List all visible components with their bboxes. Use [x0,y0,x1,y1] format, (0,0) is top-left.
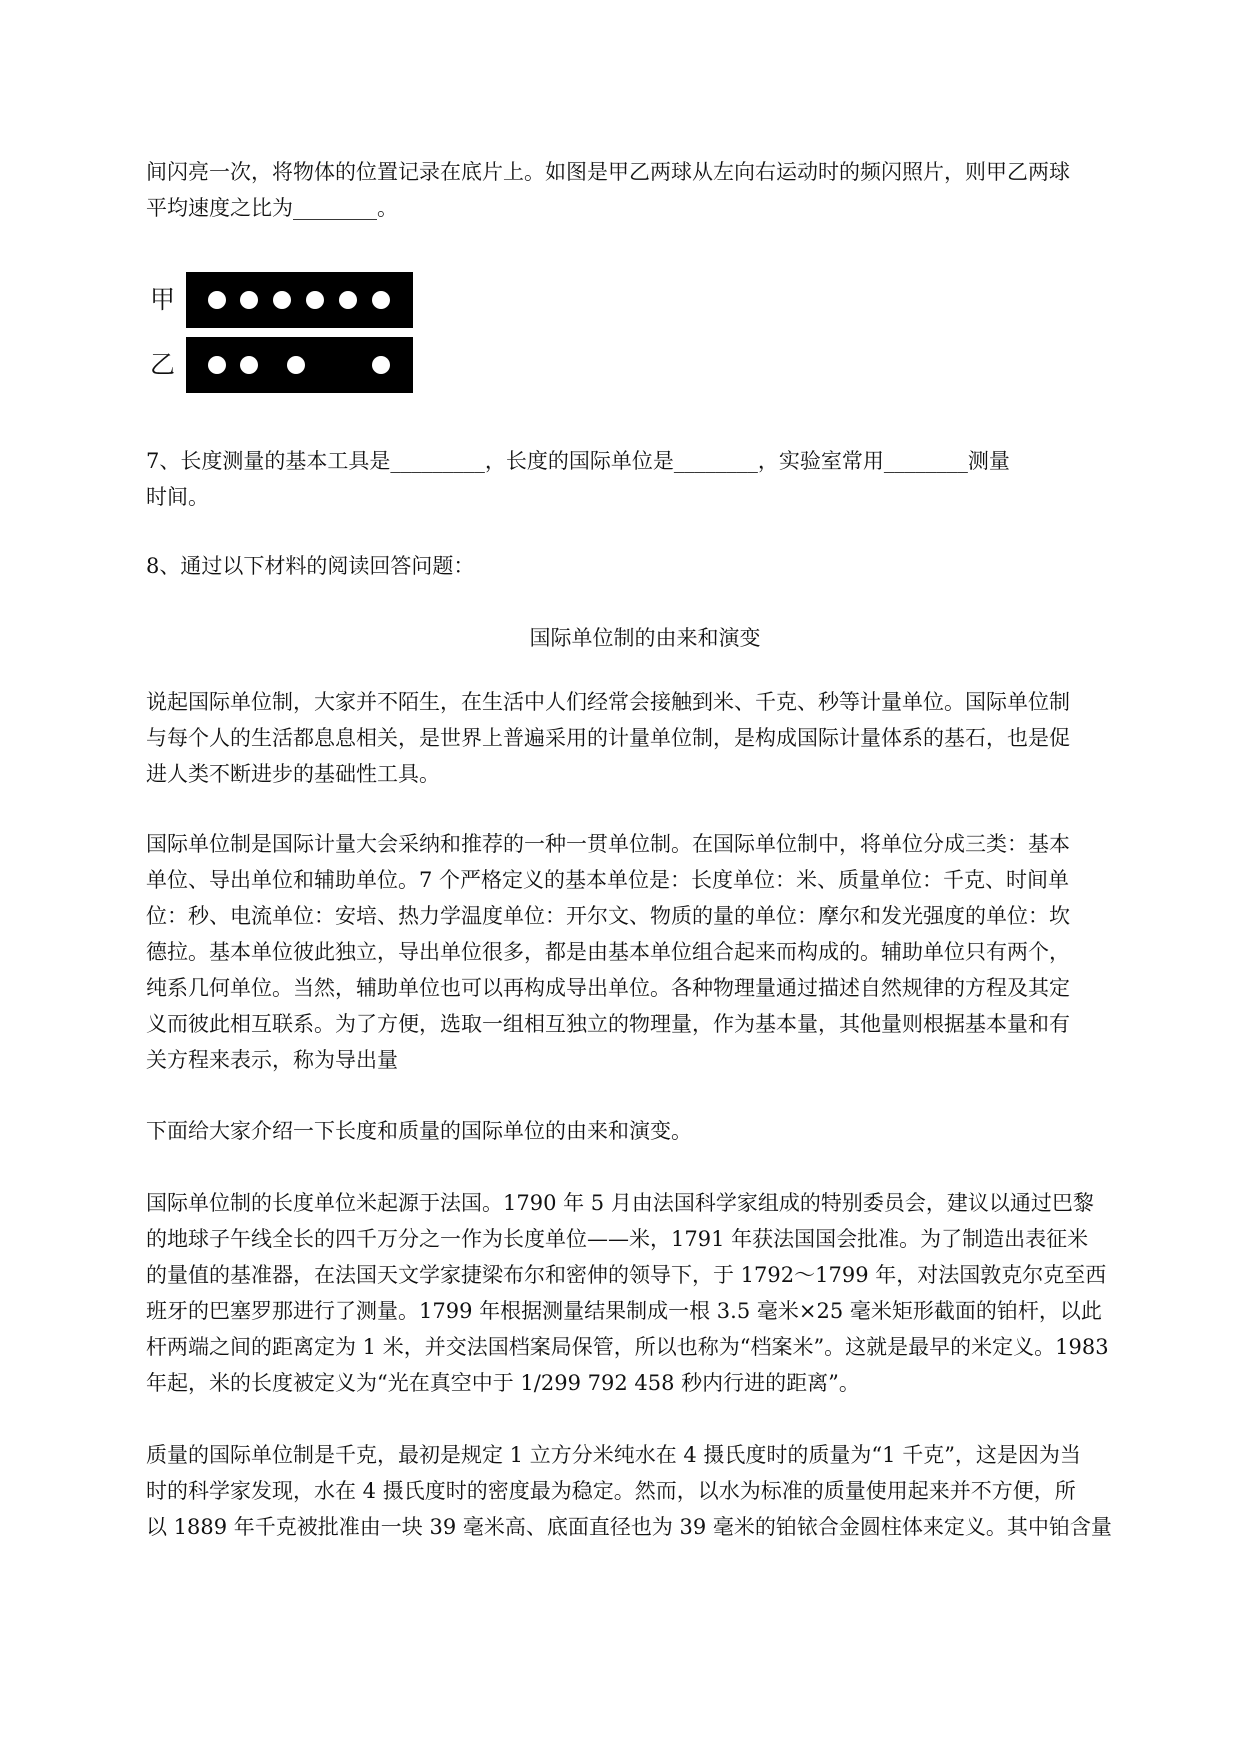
text-line: 班牙的巴塞罗那进行了测量。1799 年根据测量结果制成一根 3.5 毫米×25 毫米矩形截面的铂杆，以此 [146,1299,1102,1323]
ball-position [208,356,226,374]
question-6-text [146,154,1144,226]
ball-position [208,291,226,309]
article-paragraph-4 [146,1185,1144,1401]
ball-position [240,291,258,309]
ball-position [240,356,258,374]
text-line: 质量的国际单位制是千克，最初是规定 1 立方分米纯水在 4 摄氏度时的质量为“1 千克”，这是因为当 [146,1443,1081,1467]
text-line: 下面给大家介绍一下长度和质量的国际单位的由来和演变。 [146,1119,692,1143]
text-line: 年起，米的长度被定义为“光在真空中于 1/299 792 458 秒内行进的距离”。 [146,1371,860,1395]
text-line: 7、长度测量的基本工具是_________，长度的国际单位是________，实验室常用________测量 [146,449,1010,473]
text-line: 说起国际单位制，大家并不陌生，在生活中人们经常会接触到米、千克、秒等计量单位。国际单位制 [146,690,1070,714]
article-title: 国际单位制的由来和演变 [529,626,761,650]
text-line: 的地球子午线全长的四千万分之一作为长度单位——米，1791 年获法国国会批准。为了制造出表征米 [146,1227,1089,1251]
label-jia: 甲 [150,285,176,314]
ball-position [372,356,390,374]
ball-position [372,291,390,309]
text-line: 进人类不断进步的基础性工具。 [146,762,440,786]
question-7-text [146,443,1144,515]
text-line: 纯系几何单位。当然，辅助单位也可以再构成导出单位。各种物理量通过描述自然规律的方程及其定 [146,976,1070,1000]
text-line: 时间。 [146,485,209,509]
text-line: 8、通过以下材料的阅读回答问题： [146,554,475,578]
text-line: 位：秒、电流单位：安培、热力学温度单位：开尔文、物质的量的单位：摩尔和发光强度的单位：坎 [146,904,1070,928]
strip-yi [186,337,413,393]
question-8-intro [146,548,1144,584]
ball-position [273,291,291,309]
ball-position [287,356,305,374]
article-paragraph-5 [146,1437,1144,1545]
text-line: 德拉。基本单位彼此独立，导出单位很多，都是由基本单位组合起来而构成的。辅助单位只有两个， [146,940,1070,964]
article-paragraph-3 [146,1113,1144,1149]
text-line: 杆两端之间的距离定为 1 米，并交法国档案局保管，所以也称为“档案米”。这就是最早的米定义。1983 [146,1335,1109,1359]
article-paragraph-2 [146,826,1144,1078]
text-line: 平均速度之比为________。 [146,196,398,220]
text-line: 单位、导出单位和辅助单位。7 个严格定义的基本单位是：长度单位：米、质量单位：千克、时间单 [146,868,1070,892]
text-line: 关方程来表示，称为导出量 [146,1048,398,1072]
text-line: 国际单位制是国际计量大会采纳和推荐的一种一贯单位制。在国际单位制中，将单位分成三类：基本 [146,832,1070,856]
strobe-photo-figure [146,272,426,402]
ball-position [306,291,324,309]
text-line: 的量值的基准器，在法国天文学家捷梁布尔和密伸的领导下，于 1792～1799 年，对法国敦克尔克至西 [146,1263,1107,1287]
article-paragraph-1 [146,684,1144,792]
text-line: 国际单位制的长度单位米起源于法国。1790 年 5 月由法国科学家组成的特别委员会，建议以通过巴黎 [146,1191,1094,1215]
text-line: 间闪亮一次，将物体的位置记录在底片上。如图是甲乙两球从左向右运动时的频闪照片，则甲乙两球 [146,160,1070,184]
strip-jia [186,272,413,328]
text-line: 时的科学家发现，水在 4 摄氏度时的密度最为稳定。然而，以水为标准的质量使用起来并不方便，所 [146,1479,1076,1503]
text-line: 以 1889 年千克被批准由一块 39 毫米高、底面直径也为 39 毫米的铂铱合金圆柱体来定义。其中铂含量 [146,1515,1112,1539]
ball-position [339,291,357,309]
text-line: 与每个人的生活都息息相关，是世界上普遍采用的计量单位制，是构成国际计量体系的基石，也是促 [146,726,1070,750]
text-line: 义而彼此相互联系。为了方便，选取一组相互独立的物理量，作为基本量，其他量则根据基本量和有 [146,1012,1070,1036]
label-yi: 乙 [150,350,176,379]
